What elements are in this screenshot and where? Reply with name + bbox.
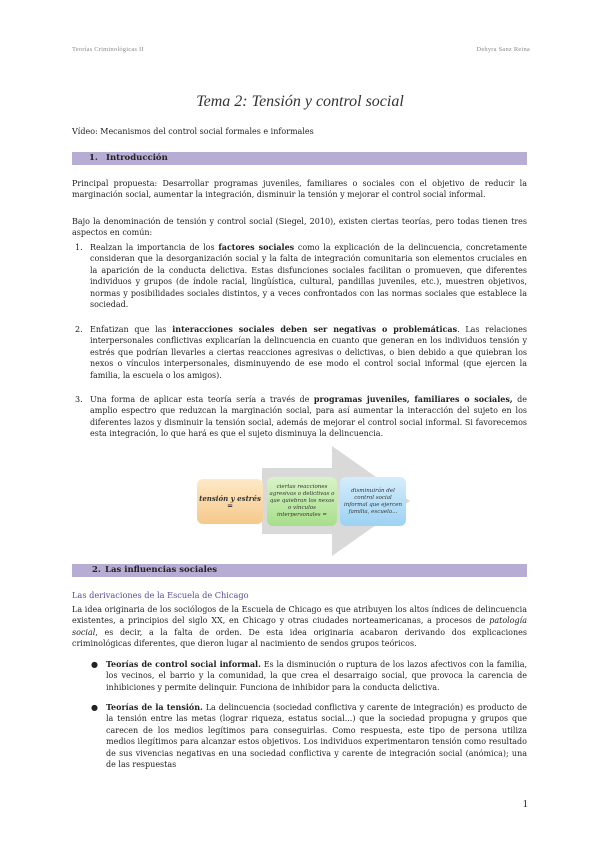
bullet-text: Es la disminución o ruptura de los lazos afectivos con la familia, los vecinos, el barrio y la comunidad, la que crea el desarraigo social, que provoca la carencia de inhibiciones y permite delinquir. Funciona de inhibidor para la conducta delictiva.: [106, 660, 528, 692]
chicago-text-post: , es decir, a la falta de orden. De esta idea originaria acabaron derivando dos explicaciones criminológicas diferentes, que dieron lugar al nacimiento de sendos grupos teóricos.: [72, 627, 527, 649]
bullet-icon: ●: [91, 703, 98, 712]
section-number: 1.: [89, 153, 98, 163]
intro-paragraph: Principal propuesta: Desarrollar programas juveniles, familiares o sociales con el objetivo de reducir la marginación social, aumentar la integración, disminuir la tensión y mejorar el control social informal.: [72, 179, 527, 200]
subheading: Las derivaciones de la Escuela de Chicago: [72, 590, 249, 600]
list-text-post: . Las relaciones interpersonales conflictivas explicarían la delincuencia en cuanto que generan en los individuos tensión y estrés que podrían llevarles a ciertas reacciones agresivas o delictivas, o bien debido a que quiebran los nexos o vínculos interpersonales, disminuyendo de ese modo el control social informal (que ejercen la familia, la escuela o los amigos).: [90, 325, 527, 380]
section-label: Las influencias sociales: [105, 565, 218, 575]
section-heading-2: [72, 564, 527, 577]
list-text-pre: Una forma de aplicar esta teoría sería a través de: [90, 395, 314, 404]
section-number: 2.: [92, 565, 101, 575]
page-number: 1: [522, 798, 528, 810]
chicago-text-italic: patología social: [72, 616, 527, 637]
list-text-post: de amplio espectro que reduzcan la marginación social, para así aumentar la interacción del sujeto en los diferentes lazos y disminuir la tensión social, además de mejorar el control social informal. Si favorecemos esta integración, lo que hará es que el sujeto disminuya la delincuencia.: [90, 395, 527, 439]
diagram-box-reactions: ciertas reacciones agresivas o delictivas o que quiebran los nexos o vínculos interpersonales =: [267, 477, 337, 526]
header-author: Dehyra Sanz Reina: [476, 46, 530, 53]
chicago-paragraph: [72, 604, 527, 650]
list-text-pre: Enfatizan que las: [90, 325, 173, 334]
list-number: 2.: [75, 325, 83, 334]
list-number: 1.: [75, 243, 83, 252]
header-course: Teorías Criminológicas II: [72, 46, 144, 53]
list-text-bold: factores sociales: [218, 242, 295, 252]
bullet-bold: Teorías de control social informal.: [106, 659, 261, 669]
list-text-post: como la explicación de la delincuencia, concretamente consideran que la desorganización social y la falta de integración comunitaria son elementos cruciales en la aparición de la conducta delictiva. Estas disfunciones sociales facilitan o promueven, que diferentes individuos y grupos (de índole racial, lingüística, cultural, pandillas juveniles, etc.), muestren objetivos, normas y posibilidades sociales distintos, y a veces confrontados con las normas sociales que establece la sociedad.: [90, 243, 528, 310]
list-item: [75, 324, 527, 381]
section-heading-1: [72, 152, 527, 165]
list-text-bold: programas juveniles, familiares o sociales,: [313, 394, 513, 404]
aspects-paragraph: Bajo la denominación de tensión y control social (Siegel, 2010), existen ciertas teorías, pero todas tienen tres aspectos en común:: [72, 217, 527, 238]
diagram-box-tension: tensión y estrés =: [197, 479, 263, 524]
page-title: Tema 2: Tensión y control social: [196, 93, 404, 110]
bullet-item: [91, 702, 527, 770]
list-number: 3.: [75, 395, 83, 404]
bullet-bold: Teorías de la tensión.: [106, 702, 203, 712]
diagram-box-control: disminuirán del control social informal que ejercen familia, escuela...: [340, 477, 406, 526]
chicago-text-pre: La idea originaria de los sociólogos de la Escuela de Chicago es que atribuyen los altos índices de delincuencia existentes, a principios del siglo XX, en Chicago y otras ciudades norteamericanas, a procesos de: [72, 605, 527, 626]
list-text-bold: interacciones sociales deben ser negativas o problemáticas: [172, 324, 458, 334]
list-item: [75, 242, 528, 310]
bullet-text: La delincuencia (sociedad conflictiva y carente de integración) es producto de la tensión entre las metas (lograr riqueza, estatus social...) que la sociedad propugna y grupos que carecen de los medios legítimos para conseguirlas. Como respuesta, este tipo de persona utiliza medios ilegítimos para alcanzar estos objetivos. Los individuos experimentaron tensión como resultado de sus vivencias negativas en una sociedad conflictiva y carente de integración social (anómica); una de las respuestas: [106, 703, 527, 770]
bullet-icon: ●: [91, 660, 98, 669]
list-text-pre: Realzan la importancia de los: [90, 243, 219, 252]
list-item: [75, 394, 527, 440]
video-line: Vídeo: Mecanismos del control social formales e informales: [72, 127, 314, 136]
section-label: Introducción: [106, 153, 168, 163]
process-diagram: [192, 446, 410, 556]
bullet-item: [91, 659, 528, 693]
